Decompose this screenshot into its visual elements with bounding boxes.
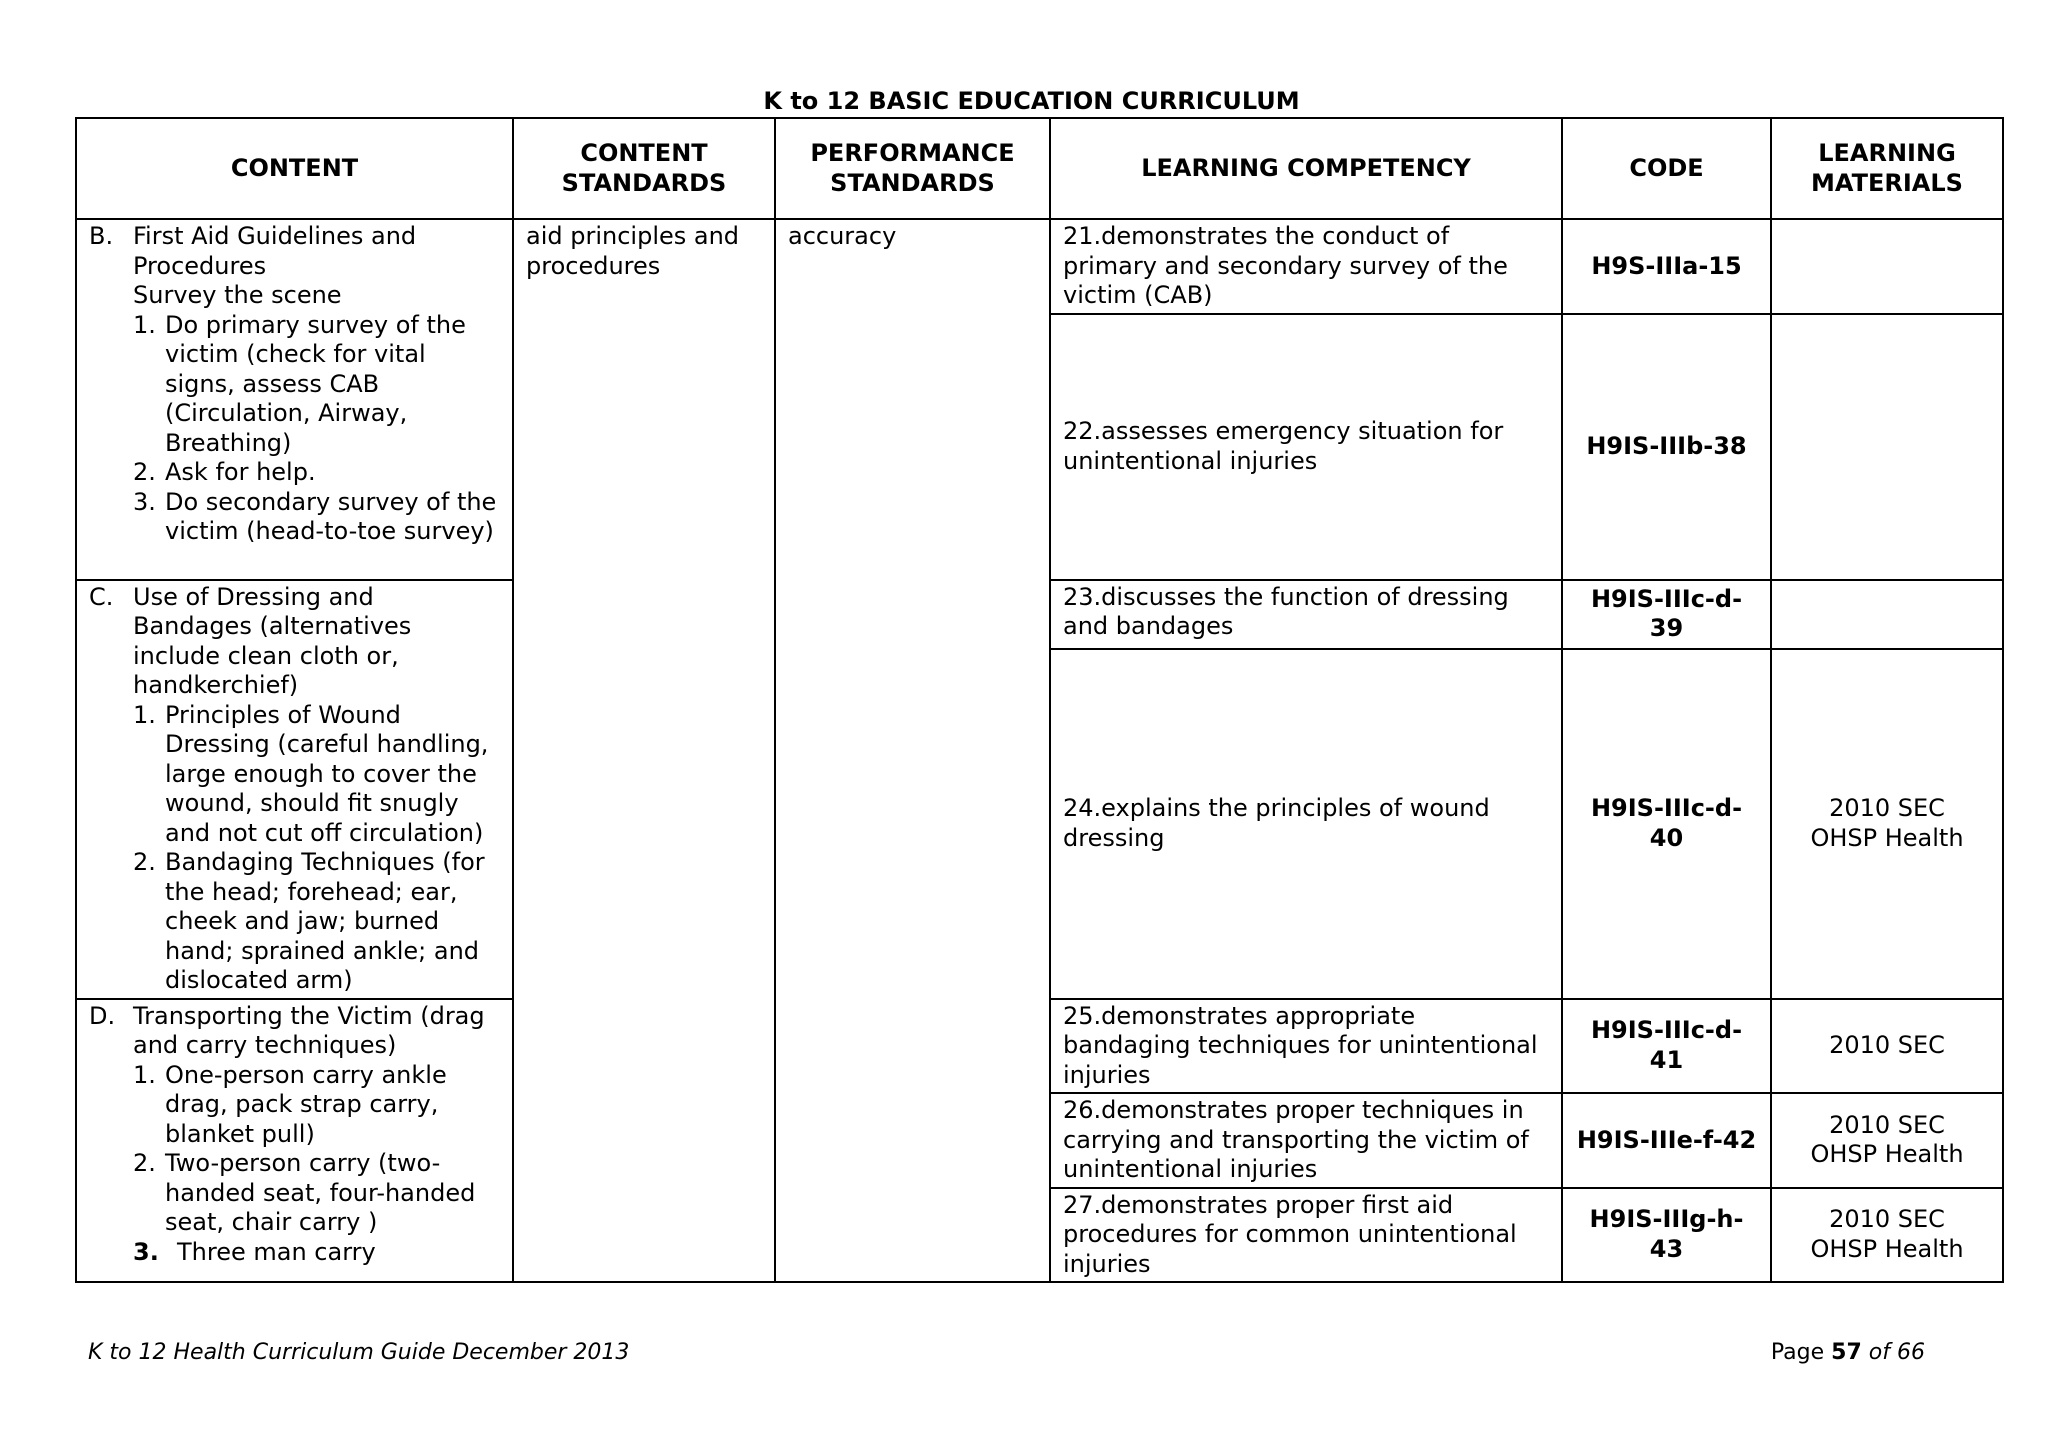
competency-cell: 21.demonstrates the conduct of primary and secondary survey of the victim (CAB) [1050, 219, 1562, 314]
code-cell: H9IS-IIIc-d-39 [1562, 580, 1771, 650]
materials-cell: 2010 SEC OHSP Health [1771, 1093, 2003, 1188]
competency-cell: 22.assesses emergency situation for unintentional injuries [1050, 314, 1562, 580]
competency-cell: 23.discusses the function of dressing and bandages [1050, 580, 1562, 650]
materials-cell: 2010 SEC [1771, 999, 2003, 1094]
materials-cell [1771, 219, 2003, 314]
header-learning-materials: LEARNING MATERIALS [1771, 118, 2003, 219]
header-content: CONTENT [76, 118, 513, 219]
curriculum-table [75, 117, 2004, 1283]
content-section-c: C. Use of Dressing and Bandages (alternatives include clean cloth or, handkerchief) 1. Principles of Wound Dressing (careful handling, large enough to cover the wound, should fit snugly and not cut off circulation) 2. Bandaging Techniques (for the head; forehead; ear, cheek and jaw; burned hand; sprained ankle; and dislocated arm) [76, 580, 513, 999]
header-learning-competency: LEARNING COMPETENCY [1050, 118, 1562, 219]
competency-cell: 25.demonstrates appropriate bandaging techniques for unintentional injuries [1050, 999, 1562, 1094]
competency-cell: 26.demonstrates proper techniques in carrying and transporting the victim of unintentional injuries [1050, 1093, 1562, 1188]
code-cell: H9IS-IIIc-d-40 [1562, 649, 1771, 998]
footer-guide-title: K to 12 Health Curriculum Guide December 2013 [88, 1340, 630, 1365]
content-section-d: D. Transporting the Victim (drag and carry techniques) 1. One-person carry ankle drag, pack strap carry, blanket pull) 2. Two-person carry (two-handed seat, four-handed seat, chair carry ) 3. Three man carry [76, 999, 513, 1283]
materials-cell [1771, 314, 2003, 580]
page-title: K to 12 BASIC EDUCATION CURRICULUM [763, 87, 1300, 115]
materials-cell: 2010 SEC OHSP Health [1771, 649, 2003, 998]
table-header-row [76, 118, 2003, 219]
footer-page-number: Page 57 of 66 [1770, 1340, 1925, 1365]
materials-cell: 2010 SEC OHSP Health [1771, 1188, 2003, 1283]
content-standard-cell: aid principles and procedures [513, 219, 775, 1282]
header-content-standards: CONTENT STANDARDS [513, 118, 775, 219]
header-performance-standards: PERFORMANCE STANDARDS [775, 118, 1050, 219]
header-code: CODE [1562, 118, 1771, 219]
performance-standard-cell: accuracy [775, 219, 1050, 1282]
content-section-b: B. First Aid Guidelines and Procedures Survey the scene 1. Do primary survey of the victim (check for vital signs, assess CAB (Circulation, Airway, Breathing) 2. Ask for help. 3. Do secondary survey of the victim (head-to-toe survey) [76, 219, 513, 580]
code-cell: H9S-IIIa-15 [1562, 219, 1771, 314]
code-cell: H9IS-IIIe-f-42 [1562, 1093, 1771, 1188]
code-cell: H9IS-IIIc-d-41 [1562, 999, 1771, 1094]
competency-cell: 24.explains the principles of wound dressing [1050, 649, 1562, 998]
competency-cell: 27.demonstrates proper first aid procedures for common unintentional injuries [1050, 1188, 1562, 1283]
code-cell: H9IS-IIIg-h-43 [1562, 1188, 1771, 1283]
table-row [76, 219, 2003, 314]
code-cell: H9IS-IIIb-38 [1562, 314, 1771, 580]
materials-cell [1771, 580, 2003, 650]
